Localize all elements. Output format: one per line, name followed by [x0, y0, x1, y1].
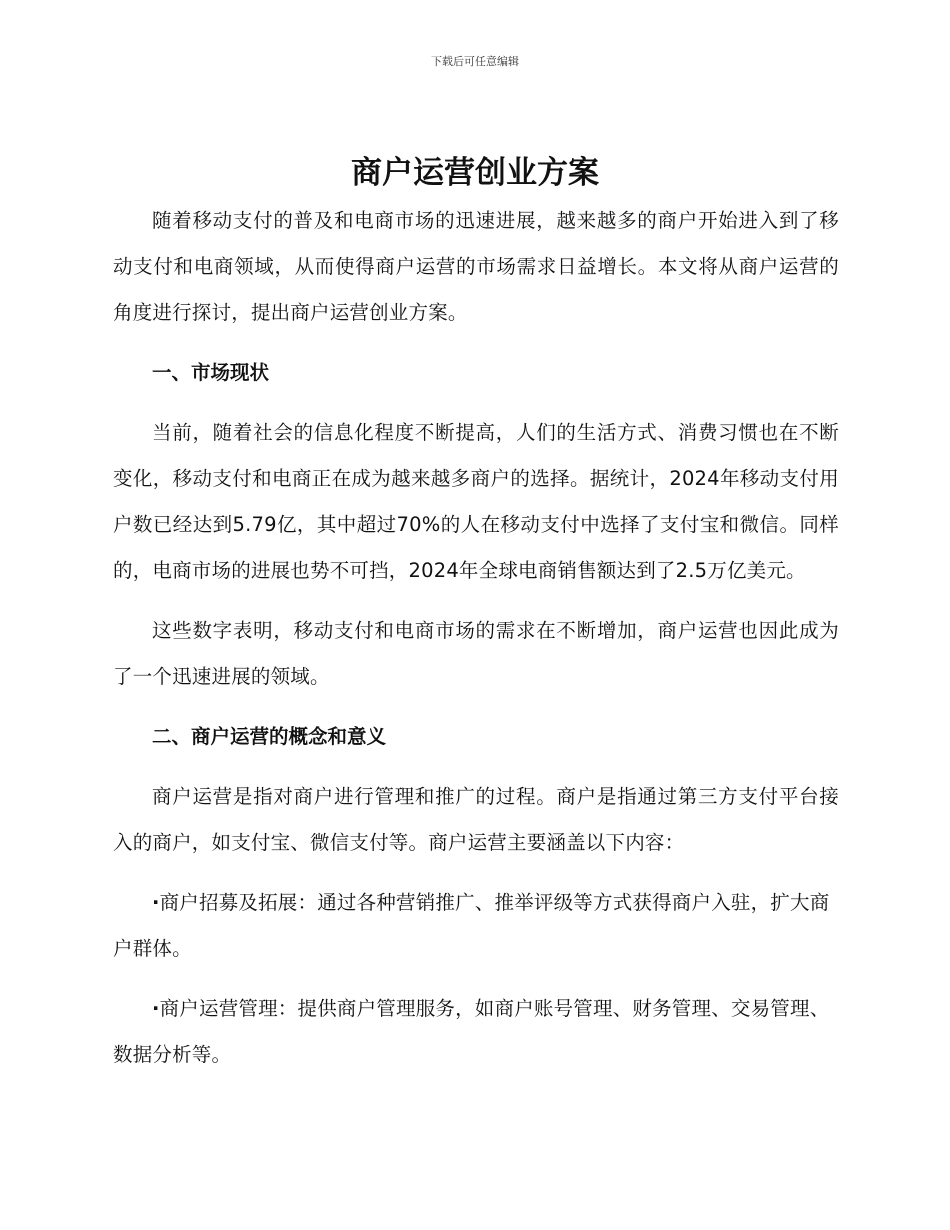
market-paragraph-1: 当前，随着社会的信息化程度不断提高，人们的生活方式、消费习惯也在不断变化，移动支付和电商正在成为越来越多商户的选择。据统计，2024年移动支付用户数已经达到5.79亿，其中超过70%的人在移动支付中选择了支付宝和微信。同样的，电商市场的进展也势不可挡，2024年全球电商销售额达到了2.5万亿美元。: [113, 421, 839, 582]
section-heading-concept: 二、商户运营的概念和意义: [152, 725, 387, 748]
bullet-text: 商户招募及拓展：通过各种营销推广、推举评级等方式获得商户入驻，扩大商户群体。: [113, 891, 830, 960]
concept-paragraph: 商户运营是指对商户进行管理和推广的过程。商户是指通过第三方支付平台接入的商户，如支付宝、微信支付等。商户运营主要涵盖以下内容：: [113, 785, 839, 854]
market-paragraph-2: 这些数字表明，移动支付和电商市场的需求在不断增加，商户运营也因此成为了一个迅速进展的领域。: [113, 619, 839, 688]
document-body: [113, 198, 839, 1092]
bullet-item: [113, 880, 839, 972]
bullet-marker: ·: [152, 997, 160, 1020]
bullet-text: 商户运营管理：提供商户管理服务，如商户账号管理、财务管理、交易管理、数据分析等。: [113, 997, 830, 1066]
document-title: 商户运营创业方案: [351, 155, 599, 191]
page-header-note: 下载后可任意编辑: [431, 55, 519, 68]
bullet-item: [113, 986, 839, 1078]
bullet-marker: ·: [152, 891, 160, 914]
intro-paragraph: 随着移动支付的普及和电商市场的迅速进展，越来越多的商户开始进入到了移动支付和电商领域，从而使得商户运营的市场需求日益增长。本文将从商户运营的角度进行探讨，提出商户运营创业方案。: [113, 209, 839, 324]
section-heading-market: 一、市场现状: [152, 361, 270, 384]
